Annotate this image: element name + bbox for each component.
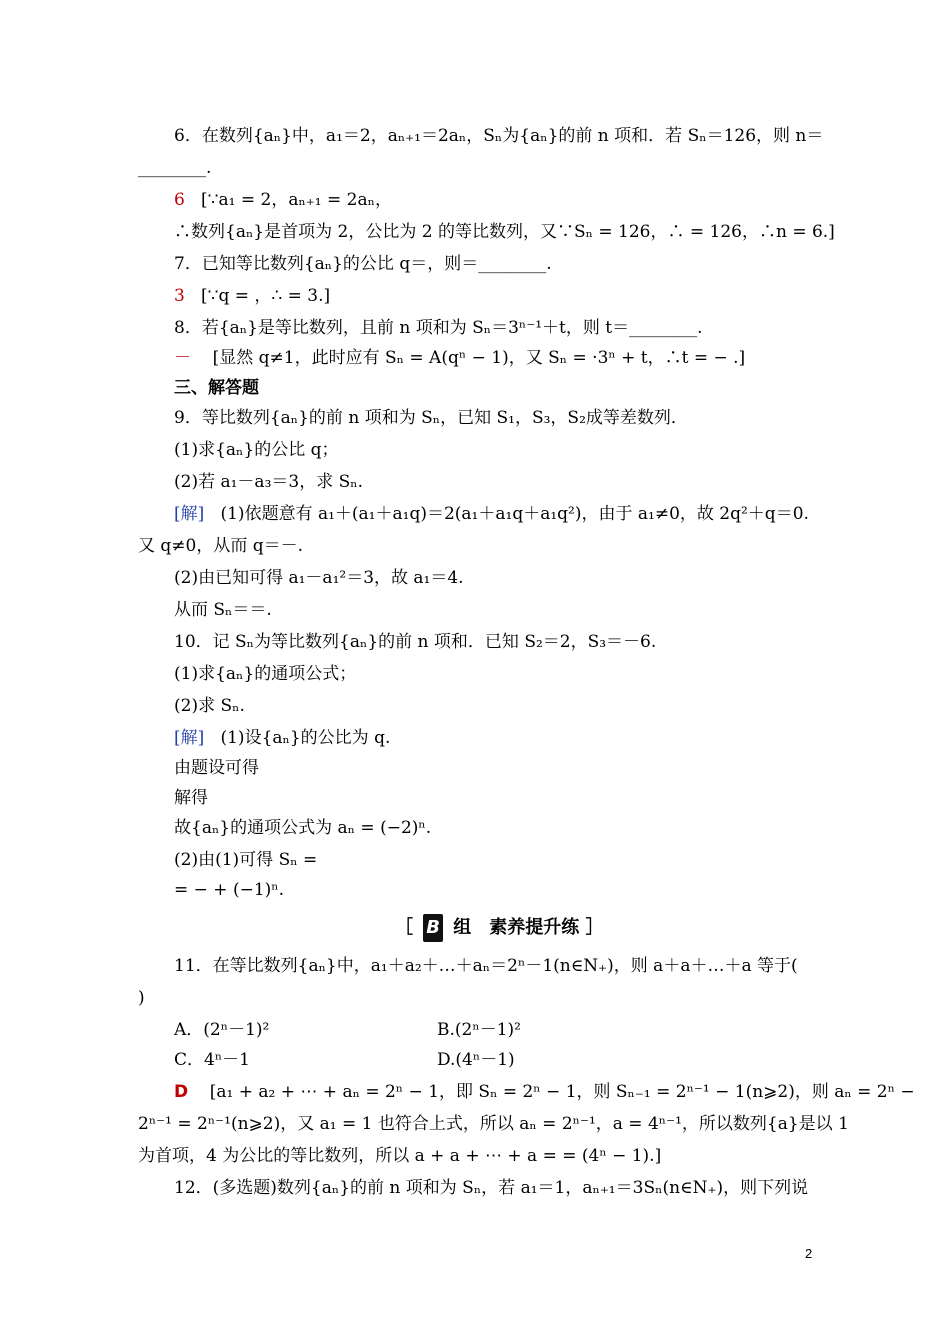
q7-solution: [∵q = ，∴ = 3.]: [201, 286, 331, 306]
q7-text: 7．已知等比数列{aₙ}的公比 q＝，则＝________.: [174, 254, 552, 274]
q9-solution-2: 又 q≠0，从而 q＝－.: [138, 536, 304, 556]
group-b-banner: [395, 914, 604, 942]
q9-solution-line: [174, 502, 854, 526]
q6-answer: 6: [174, 190, 185, 210]
q10-text: 10．记 Sₙ为等比数列{aₙ}的前 n 项和．已知 S₂＝2，S₃＝－6.: [174, 632, 657, 652]
q10-solution-6: = − + (−1)ⁿ.: [174, 880, 285, 900]
q6-solution-1: [∵a₁ = 2，aₙ₊₁ = 2aₙ，: [201, 190, 392, 210]
q9-solution-tag: [解]: [174, 504, 205, 524]
q10-solution-tag: [解]: [174, 728, 205, 748]
q8-text: 8．若{aₙ}是等比数列，且前 n 项和为 Sₙ＝3ⁿ⁻¹＋t，则 t＝________.: [174, 318, 703, 338]
page-number: 2: [805, 1246, 813, 1261]
group-b-badge: B: [423, 914, 443, 942]
q7-answer: 3: [174, 286, 185, 306]
q10-solution-5: (2)由(1)可得 Sₙ =: [174, 850, 318, 870]
q12-text: 12．(多选题)数列{aₙ}的前 n 项和为 Sₙ，若 a₁＝1，aₙ₊₁＝3Sₙ(n∈N₊)，则下列说: [174, 1178, 809, 1198]
q10-solution-line: [174, 726, 854, 750]
q10-solution-1: (1)设{aₙ}的公比为 q.: [220, 728, 391, 748]
banner-title: 组 素养提升练: [453, 917, 580, 938]
section-heading: 三、解答题: [174, 378, 259, 398]
q6-blank: ________.: [138, 158, 212, 178]
q11-solution-1: [a₁ + a₂ + ⋯ + aₙ = 2ⁿ − 1，即 Sₙ = 2ⁿ − 1，则 Sₙ₋₁ = 2ⁿ⁻¹ − 1(n⩾2)，则 aₙ = 2ⁿ −: [209, 1082, 915, 1102]
option-d: D.(4ⁿ－1): [437, 1050, 515, 1070]
q10-solution-2: 由题设可得: [174, 758, 259, 778]
q11-solution-2: 2ⁿ⁻¹ = 2ⁿ⁻¹(n⩾2)，又 a₁ = 1 也符合上式，所以 aₙ = 2ⁿ⁻¹，a = 4ⁿ⁻¹，所以数列{a}是以 1: [138, 1114, 849, 1134]
q9-solution-1: (1)依题意有 a₁＋(a₁＋a₁q)＝2(a₁＋a₁q＋a₁q²)，由于 a₁≠0，故 2q²＋q＝0.: [220, 504, 809, 524]
option-c: C．4ⁿ－1: [174, 1050, 250, 1070]
q10-solution-4: 故{aₙ}的通项公式为 aₙ = (−2)ⁿ.: [174, 818, 432, 838]
q6-text: 6．在数列{aₙ}中，a₁＝2，aₙ₊₁＝2aₙ，Sₙ为{aₙ}的前 n 项和．若 Sₙ＝126，则 n＝: [174, 126, 824, 146]
q6-solution-2: ∴数列{aₙ}是首项为 2，公比为 2 的等比数列，又∵Sₙ = 126，∴ = 126，∴n = 6.]: [174, 222, 835, 242]
q11-options-row2: [174, 1048, 854, 1072]
q11-answer-line: [174, 1080, 915, 1104]
q9-solution-3: (2)由已知可得 a₁－a₁²＝3，故 a₁＝4.: [174, 568, 464, 588]
option-b: B.(2ⁿ－1)²: [437, 1020, 521, 1040]
q8-answer: －: [174, 348, 191, 368]
q10-part1: (1)求{aₙ}的通项公式；: [174, 664, 357, 684]
q8-solution: [显然 q≠1，此时应有 Sₙ = A(qⁿ − 1)，又 Sₙ = ·3ⁿ + t，∴t = − .]: [212, 348, 746, 368]
banner-bracket-close: ］: [585, 917, 604, 938]
q11-options-row1: [174, 1018, 854, 1042]
q11-answer: D: [174, 1082, 189, 1102]
option-a: A．(2ⁿ－1)²: [174, 1020, 270, 1040]
q11-paren: ): [138, 988, 145, 1008]
q8-answer-line: [174, 346, 854, 370]
q9-part1: (1)求{aₙ}的公比 q；: [174, 440, 339, 460]
q6-answer-line: [174, 188, 854, 212]
banner-bracket-open: ［: [395, 917, 413, 938]
q11-solution-3: 为首项，4 为公比的等比数列，所以 a + a + ⋯ + a = = (4ⁿ − 1).]: [138, 1146, 662, 1166]
q7-answer-line: [174, 284, 854, 308]
q9-text: 9．等比数列{aₙ}的前 n 项和为 Sₙ，已知 S₁，S₃，S₂成等差数列．: [174, 408, 688, 428]
q10-solution-3: 解得: [174, 788, 208, 808]
q10-part2: (2)求 Sₙ.: [174, 696, 245, 716]
q9-part2: (2)若 a₁－a₃＝3，求 Sₙ.: [174, 472, 364, 492]
q9-solution-4: 从而 Sₙ＝＝.: [174, 600, 272, 620]
q11-text: 11．在等比数列{aₙ}中，a₁＋a₂＋…＋aₙ＝2ⁿ－1(n∈N₊)，则 a＋a＋…＋a 等于(: [174, 956, 798, 976]
